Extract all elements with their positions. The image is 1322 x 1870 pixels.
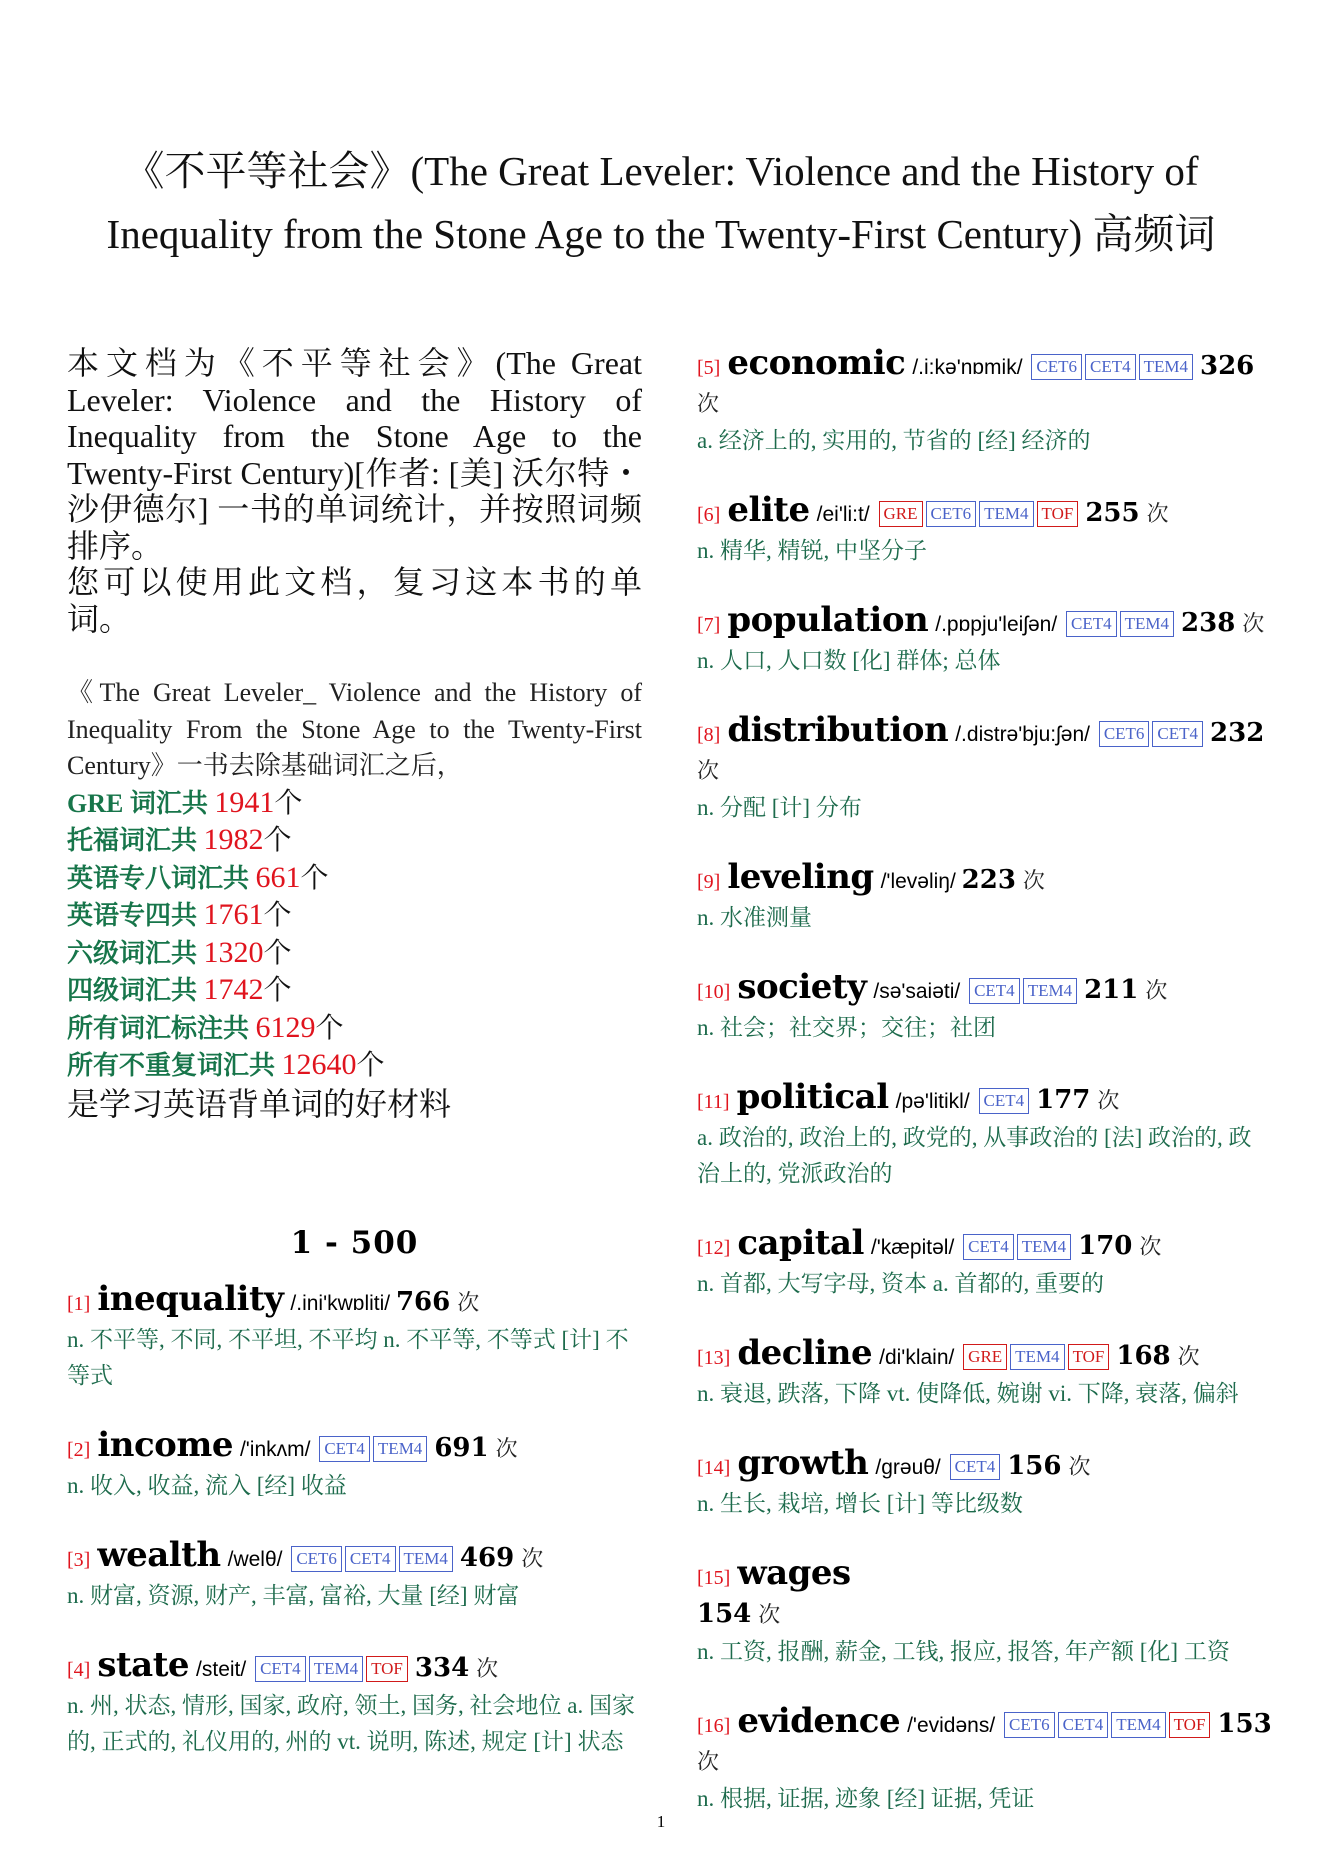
entry-count: 154 [697, 1599, 752, 1629]
entry-phonetic: /'kæpitəl/ [870, 1236, 961, 1259]
word-entry [697, 859, 1272, 936]
tag-tof-badge: TOF [366, 1656, 408, 1682]
entry-times-label: 次 [1139, 1234, 1162, 1259]
stat-count: 6129 [255, 1010, 316, 1044]
stats-block [67, 675, 642, 1123]
entry-headline [697, 1335, 1272, 1376]
tag-tem4-badge: TEM4 [309, 1656, 363, 1682]
entry-count: 177 [1036, 1085, 1091, 1115]
entry-phonetic: /grəuθ/ [875, 1456, 947, 1479]
tag-cet4-badge: CET4 [345, 1546, 396, 1572]
tag-tem4-badge: TEM4 [373, 1436, 427, 1462]
tag-gre-badge: GRE [963, 1344, 1007, 1370]
stat-count: 661 [255, 860, 301, 894]
entry-headline [697, 1225, 1272, 1266]
entry-count: 211 [1084, 975, 1139, 1005]
stat-label: GRE 词汇共 [67, 788, 215, 818]
entry-headline [697, 1445, 1272, 1486]
entry-times-label: 次 [1242, 611, 1265, 636]
entry-count: 238 [1181, 608, 1236, 638]
entry-times-label: 次 [697, 391, 720, 416]
word-entry [67, 1278, 642, 1394]
stats-closing: 是学习英语背单词的好材料 [67, 1085, 452, 1122]
entry-index: [7] [697, 614, 721, 636]
stat-unit: 个 [315, 1012, 344, 1044]
stat-row [67, 822, 642, 860]
entry-word: elite [727, 490, 810, 530]
tag-cet6-badge: CET6 [1099, 721, 1150, 747]
entry-definition: n. 州, 状态, 情形, 国家, 政府, 领土, 国务, 社会地位 a. 国家的, 正式的, 礼仪用的, 州的 vt. 说明, 陈述, 规定 [计] 状态 [67, 1692, 635, 1754]
word-entry [67, 1424, 642, 1504]
stat-unit: 个 [263, 975, 292, 1006]
stat-label: 托福词汇共 [67, 826, 204, 855]
intro-block [67, 345, 642, 637]
tag-cet4-badge: CET4 [1066, 611, 1117, 637]
stat-row [67, 860, 642, 898]
tag-tof-badge: TOF [1169, 1712, 1211, 1738]
entry-word: wages [737, 1553, 851, 1593]
word-entry [697, 712, 1272, 826]
stats-book-line: 《The Great Leveler_ Violence and the History of Inequality From the Stone Age to the Twenty-First Century》一书去除基础词汇之后， [67, 678, 642, 780]
entry-definition: n. 水准测量 [697, 905, 812, 930]
entry-word: distribution [727, 710, 949, 750]
stat-unit: 个 [356, 1050, 385, 1081]
entry-tags [947, 1455, 1001, 1480]
entry-definition: a. 经济上的, 实用的, 节省的 [经] 经济的 [697, 428, 1091, 453]
entry-word: economic [727, 343, 906, 383]
entry-tags [1063, 612, 1174, 637]
entry-count: 232 [1210, 718, 1265, 748]
stat-row [67, 972, 642, 1010]
entry-index: [15] [697, 1567, 731, 1589]
entry-times-label: 次 [1068, 1454, 1091, 1479]
intro-paragraph: 您可以使用此文档，复习这本书的单词。 [67, 564, 642, 637]
entry-definition: n. 首都, 大写字母, 资本 a. 首都的, 重要的 [697, 1271, 1104, 1296]
entry-tags [252, 1657, 408, 1682]
entry-tags [876, 502, 1079, 527]
entry-word: wealth [97, 1534, 221, 1575]
stat-count: 12640 [281, 1048, 357, 1081]
entry-times-label: 次 [1097, 1088, 1120, 1113]
tag-cet4-badge: CET4 [969, 978, 1020, 1004]
entry-index: [4] [67, 1658, 91, 1681]
word-entry [697, 492, 1272, 569]
entry-index: [8] [697, 724, 721, 746]
entry-times-label: 次 [495, 1435, 518, 1461]
entry-times-label: 次 [1177, 1344, 1200, 1369]
tag-cet6-badge: CET6 [1031, 354, 1082, 380]
entry-headline [697, 1703, 1272, 1781]
tag-cet4-badge: CET4 [1152, 721, 1203, 747]
stat-label: 所有词汇标注共 [67, 1013, 256, 1043]
tag-tem4-badge: TEM4 [1111, 1712, 1165, 1738]
entry-phonetic: /ei'li:t/ [816, 503, 876, 526]
entry-definition: a. 政治的, 政治上的, 政党的, 从事政治的 [法] 政治的, 政治上的, 党派政治的 [697, 1125, 1252, 1186]
entry-headline [697, 1079, 1272, 1120]
entry-count: 469 [459, 1542, 515, 1573]
entry-times-label: 次 [697, 758, 720, 783]
entry-headline [697, 345, 1272, 423]
tag-gre-badge: GRE [879, 501, 923, 527]
entry-headline [67, 1534, 642, 1578]
entry-word: capital [737, 1223, 864, 1263]
stat-label: 四级词汇共 [67, 976, 204, 1005]
stats-list [67, 785, 642, 1085]
stat-unit: 个 [263, 937, 292, 969]
tag-cet6-badge: CET6 [291, 1546, 342, 1572]
tag-tof-badge: TOF [1068, 1344, 1110, 1370]
entry-count: 691 [434, 1432, 489, 1463]
entry-word: growth [737, 1443, 869, 1483]
tag-tem4-badge: TEM4 [979, 501, 1033, 527]
stat-count: 1941 [214, 785, 275, 819]
entry-definition: n. 根据, 证据, 迹象 [经] 证据, 凭证 [697, 1786, 1035, 1811]
entry-definition: n. 精华, 精锐, 中坚分子 [697, 538, 927, 563]
entry-definition: n. 生长, 栽培, 增长 [计] 等比级数 [697, 1491, 1023, 1516]
entry-count: 153 [1217, 1709, 1272, 1739]
stat-label: 六级词汇共 [67, 938, 204, 968]
entry-index: [14] [697, 1457, 731, 1479]
entry-times-label: 次 [697, 1749, 720, 1774]
entry-count: 156 [1007, 1451, 1062, 1481]
entry-tags [1028, 355, 1193, 380]
tag-cet4-badge: CET4 [950, 1454, 1001, 1480]
entry-tags [288, 1547, 453, 1572]
entry-headline [67, 1644, 642, 1688]
entry-phonetic: /.ini'kwɒliti/ [290, 1291, 396, 1315]
entry-times-label: 次 [1145, 978, 1168, 1003]
entry-index: [11] [697, 1091, 730, 1113]
stat-unit: 个 [274, 787, 303, 819]
left-column [67, 345, 642, 1793]
entry-count: 170 [1078, 1231, 1133, 1261]
entry-word: society [737, 967, 867, 1007]
stat-count: 1320 [203, 935, 264, 969]
entry-phonetic: /'inkʌm/ [239, 1437, 317, 1461]
page-number: 1 [656, 1812, 666, 1831]
stat-label: 英语专八词汇共 [67, 863, 256, 893]
entry-times-label: 次 [758, 1602, 781, 1627]
stat-row [67, 935, 642, 973]
tag-tem4-badge: TEM4 [1017, 1234, 1071, 1260]
entry-headline [67, 1424, 642, 1468]
entry-phonetic: /sə'saiəti/ [873, 980, 967, 1003]
word-entry [697, 969, 1272, 1046]
entry-tags [960, 1235, 1071, 1260]
entry-index: [5] [697, 357, 721, 379]
tag-tem4-badge: TEM4 [1010, 1344, 1064, 1370]
entry-times-label: 次 [521, 1545, 544, 1571]
stat-row [67, 897, 642, 935]
entry-word: political [736, 1077, 889, 1117]
entry-definition: n. 衰退, 跌落, 下降 vt. 使降低, 婉谢 vi. 下降, 衰落, 偏斜 [697, 1381, 1239, 1406]
entry-headline [67, 1278, 642, 1322]
tag-cet4-badge: CET4 [979, 1088, 1030, 1114]
stat-unit: 个 [263, 825, 292, 856]
stat-row [67, 1047, 642, 1085]
tag-tem4-badge: TEM4 [1139, 354, 1193, 380]
entry-phonetic: /welθ/ [227, 1547, 289, 1571]
entry-phonetic: /steit/ [196, 1657, 253, 1681]
word-list-right [697, 345, 1272, 1817]
stat-label: 所有不重复词汇共 [67, 1051, 282, 1080]
entry-phonetic: /.distrə'bju:ʃən/ [955, 723, 1096, 746]
entry-headline [697, 492, 1272, 533]
entry-index: [6] [697, 504, 721, 526]
entry-phonetic: /pə'litikl/ [895, 1090, 976, 1113]
entry-definition: n. 收入, 收益, 流入 [经] 收益 [67, 1472, 347, 1498]
entry-index: [3] [67, 1548, 91, 1571]
entry-definition: n. 社会；社交界；交往；社团 [697, 1015, 996, 1040]
entry-headline [697, 969, 1272, 1010]
entry-word: income [97, 1424, 233, 1465]
entry-times-label: 次 [1146, 501, 1169, 526]
entry-word: leveling [727, 857, 874, 897]
entry-count: 334 [414, 1652, 470, 1683]
entry-index: [13] [697, 1347, 731, 1369]
entry-phonetic: /.pɒpju'leiʃən/ [935, 613, 1064, 636]
entry-count: 326 [1200, 351, 1255, 381]
entry-word: decline [737, 1333, 873, 1373]
stat-label: 英语专四共 [67, 901, 204, 930]
entry-count: 255 [1085, 498, 1140, 528]
tag-cet6-badge: CET6 [926, 501, 977, 527]
entry-definition: n. 财富, 资源, 财产, 丰富, 富裕, 大量 [经] 财富 [67, 1582, 520, 1608]
entry-count: 766 [395, 1286, 451, 1317]
word-entry [697, 1703, 1272, 1817]
stat-count: 1982 [203, 823, 264, 856]
tag-cet4-badge: CET4 [255, 1656, 306, 1682]
tag-tem4-badge: TEM4 [399, 1546, 453, 1572]
intro-paragraph: 本文档为《不平等社会》(The Great Leveler: Violence and the History of Inequality from the Stone Age to the Twenty-First Century)[作者: [美] 沃尔特・沙伊德尔] 一书的单词统计，并按照词频排序。 [67, 345, 642, 564]
right-column [697, 345, 1272, 1850]
document-title: 《不平等社会》(The Great Leveler: Violence and the History of Inequality from the Stone Age to the Twenty-First Century) 高频词 [106, 148, 1216, 257]
word-entry [697, 345, 1272, 459]
entry-index: [2] [67, 1438, 91, 1461]
entry-phonetic: /di'klain/ [879, 1346, 961, 1369]
entry-index: [9] [697, 871, 721, 893]
entry-times-label: 次 [476, 1655, 499, 1681]
word-entry [697, 1335, 1272, 1412]
entry-times-label: 次 [457, 1289, 480, 1315]
entry-definition: n. 不平等, 不同, 不平坦, 不平均 n. 不平等, 不等式 [计] 不等式 [67, 1326, 629, 1388]
entry-tags [960, 1345, 1109, 1370]
entry-word: population [727, 600, 929, 640]
word-entry [67, 1534, 642, 1614]
tag-cet4-badge: CET4 [1058, 1712, 1109, 1738]
entry-count: 223 [961, 865, 1016, 895]
range-heading: 1 - 500 [290, 1224, 419, 1261]
tag-cet4-badge: CET4 [963, 1234, 1014, 1260]
stat-unit: 个 [263, 900, 292, 931]
tag-tem4-badge: TEM4 [1120, 611, 1174, 637]
entry-phonetic: /'evidəns/ [907, 1714, 1001, 1737]
word-list-left [67, 1278, 642, 1760]
entry-tags [976, 1089, 1030, 1114]
stat-row [67, 1010, 642, 1048]
tag-cet4-badge: CET4 [319, 1436, 370, 1462]
entry-phonetic: /.i:kə'nɒmik/ [912, 356, 1029, 379]
entry-tags [316, 1437, 427, 1462]
tag-tof-badge: TOF [1037, 501, 1079, 527]
entry-headline [697, 602, 1272, 643]
entry-phonetic: /'levəliŋ/ [880, 870, 962, 893]
tag-tem4-badge: TEM4 [1023, 978, 1077, 1004]
entry-index: [12] [697, 1237, 731, 1259]
entry-headline [697, 1555, 1272, 1634]
tag-cet6-badge: CET6 [1004, 1712, 1055, 1738]
tag-cet4-badge: CET4 [1085, 354, 1136, 380]
entry-tags [966, 979, 1077, 1004]
entry-times-label: 次 [1022, 868, 1045, 893]
entry-headline [697, 712, 1272, 790]
entry-index: [10] [697, 981, 731, 1003]
entry-definition: n. 人口, 人口数 [化] 群体; 总体 [697, 648, 1001, 673]
word-entry [67, 1644, 642, 1760]
entry-headline [697, 859, 1272, 900]
entry-tags [1001, 1713, 1210, 1738]
stat-row [67, 785, 642, 823]
entry-tags [1096, 722, 1203, 747]
entry-definition: n. 工资, 报酬, 薪金, 工钱, 报应, 报答, 年产额 [化] 工资 [697, 1639, 1230, 1664]
entry-count: 168 [1116, 1341, 1171, 1371]
entry-definition: n. 分配 [计] 分布 [697, 795, 862, 820]
word-entry [697, 1445, 1272, 1522]
word-entry [697, 602, 1272, 679]
entry-word: inequality [97, 1278, 284, 1319]
stat-count: 1761 [203, 898, 264, 931]
stat-unit: 个 [300, 862, 329, 894]
entry-word: evidence [737, 1701, 901, 1741]
word-entry [697, 1079, 1272, 1192]
word-entry [697, 1225, 1272, 1302]
entry-word: state [97, 1644, 190, 1685]
entry-index: [16] [697, 1715, 731, 1737]
entry-index: [1] [67, 1292, 91, 1315]
word-entry [697, 1555, 1272, 1670]
stat-count: 1742 [203, 973, 264, 1006]
